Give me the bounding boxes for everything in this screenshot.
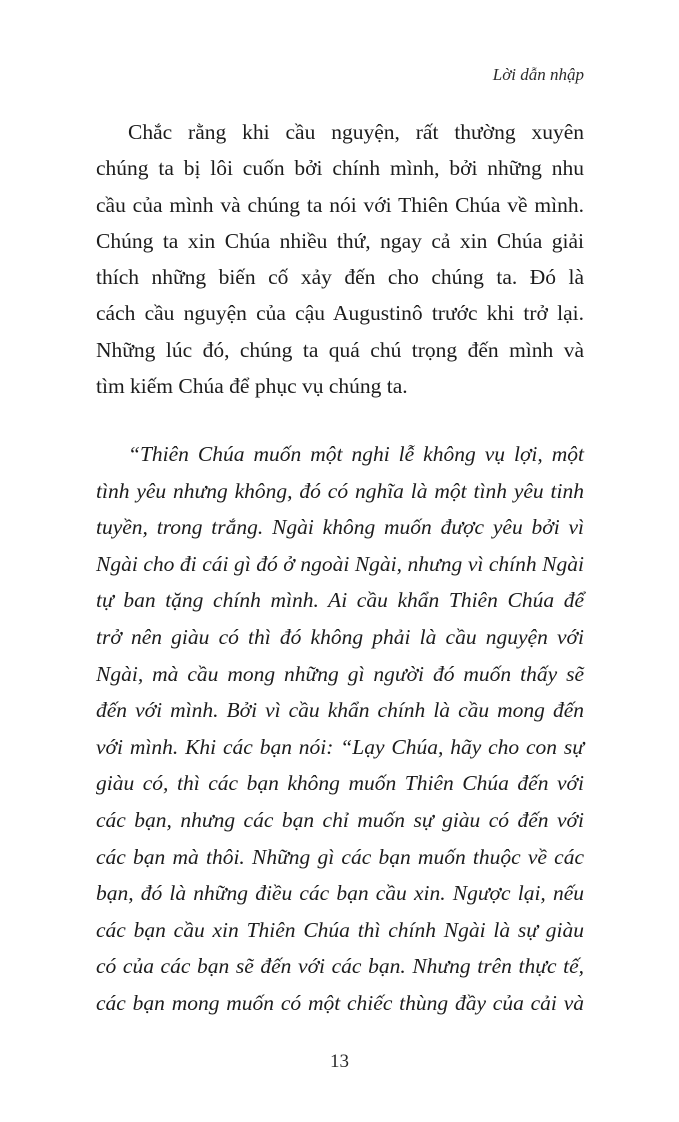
page-number: 13 (330, 1051, 349, 1072)
text-line: chúng ta bị lôi cuốn bởi chính mình, bởi những nhu (96, 156, 584, 181)
text-line: Chúng ta xin Chúa nhiều thứ, ngay cả xin Chúa giải (96, 228, 584, 253)
text-line: có của các bạn sẽ đến với các bạn. Nhưng trên thực tế, (96, 954, 584, 979)
text-line: tuyền, trong trắng. Ngài không muốn được yêu bởi vì (96, 515, 584, 540)
text-line: tình yêu nhưng không, đó có nghĩa là một tình yêu tinh (96, 478, 584, 503)
text-line: tự ban tặng chính mình. Ai cầu khẩn Thiên Chúa để (96, 588, 584, 613)
text-line: các bạn mà thôi. Những gì các bạn muốn thuộc về các (96, 844, 584, 869)
body-paragraph (96, 114, 584, 404)
text-line: bạn, đó là những điều các bạn cầu xin. Ngược lại, nếu (96, 881, 584, 906)
text-line: “Thiên Chúa muốn một nghi lễ không vụ lợi, một (128, 442, 584, 466)
text-line: với mình. Khi các bạn nói: “Lạy Chúa, hãy cho con sự (96, 734, 584, 759)
text-line: Chắc rằng khi cầu nguyện, rất thường xuyên (128, 120, 584, 144)
text-line: các bạn cầu xin Thiên Chúa thì chính Ngài là sự giàu (96, 917, 584, 942)
text-line: các bạn mong muốn có một chiếc thùng đầy của cải và (96, 990, 584, 1015)
running-header: Lời dẫn nhập (492, 65, 584, 84)
text-line: cách cầu nguyện của cậu Augustinô trước khi trở lại. (96, 301, 584, 326)
text-line: thích những biến cố xảy đến cho chúng ta. Đó là (96, 265, 584, 290)
text-line: cầu của mình và chúng ta nói với Thiên Chúa về mình. (96, 192, 584, 217)
text-line: Những lúc đó, chúng ta quá chú trọng đến mình và (96, 337, 584, 362)
text-line: tìm kiếm Chúa để phục vụ chúng ta. (96, 374, 408, 399)
quote-paragraph (96, 436, 584, 1022)
text-line: Ngài, mà cầu mong những gì người đó muốn thấy sẽ (96, 661, 584, 686)
text-line: giàu có, thì các bạn không muốn Thiên Chúa đến với (96, 771, 584, 796)
text-line: các bạn, nhưng các bạn chỉ muốn sự giàu có đến với (96, 807, 584, 832)
text-line: đến với mình. Bởi vì cầu khẩn chính là cầu mong đến (96, 698, 584, 723)
text-line: trở nên giàu có thì đó không phải là cầu nguyện với (96, 624, 584, 649)
text-line: Ngài cho đi cái gì đó ở ngoài Ngài, nhưng vì chính Ngài (96, 551, 584, 576)
